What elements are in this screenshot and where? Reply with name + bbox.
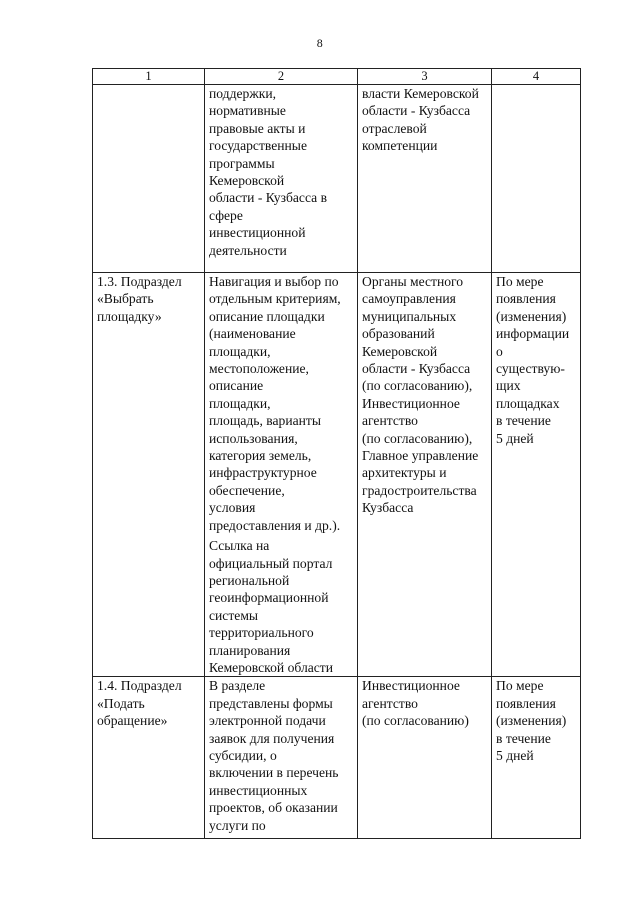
cell-text-line: площадках [496,395,560,411]
cell-section [93,85,205,273]
cell-text-line: образований [362,326,435,342]
table-row [93,85,581,273]
cell-responsible [358,85,492,273]
cell-text-line: региональной [209,572,290,588]
cell-responsible [358,677,492,839]
cell-text-line: в течение [496,730,551,746]
cell-text-line: планирования [209,642,291,658]
cell-text-line: площадки, [209,395,271,411]
cell-text-line: проектов, об оказании [209,800,338,816]
cell-text-line: Кемеровской области [209,659,334,675]
cell-text-line: Кемеровской [362,343,438,359]
cell-text-line: области - Кузбасса [362,361,471,377]
column-header-1: 1 [93,69,205,85]
cell-text-line: компетенции [362,138,438,154]
column-header-3: 3 [358,69,492,85]
table-row [93,273,581,677]
cell-text-line: официальный портал [209,555,333,571]
cell-text-line: предоставления и др.). [209,517,341,533]
page-number: 8 [316,36,324,50]
cell-text-line: Инвестиционное [362,395,460,411]
cell-text-line: площадки, [209,343,271,359]
cell-text-line: использования, [209,430,298,446]
cell-text-line: территориального [209,625,314,641]
cell-text-line: (по согласованию), [362,378,473,394]
cell-text-line: появления [496,291,556,307]
cell-text-line: площадь, варианты [209,413,321,429]
cell-text-line: «Подать [97,695,145,711]
cell-text-line: информации [496,326,570,342]
column-header-4: 4 [492,69,581,85]
table-row [93,677,581,839]
cell-deadline [492,677,581,839]
cell-text-line: электронной подачи [209,713,326,729]
cell-text-line: (по согласованию), [362,430,473,446]
cell-text-line: инвестиционных [209,782,308,798]
cell-text-line: условия [209,500,256,516]
column-header-2: 2 [205,69,358,85]
cell-text-line: Инвестиционное [362,678,460,694]
cell-text-line: щих [496,378,521,394]
cell-text-line: (наименование [209,326,296,342]
cell-text-line: категория земель, [209,448,312,464]
cell-text-line: местоположение, [209,361,309,377]
cell-text-line: муниципальных [362,308,457,324]
cell-text-line: 1.3. Подраздел [97,274,182,289]
cell-text-line: Кемеровской [209,173,285,189]
cell-text-line: По мере [496,678,544,694]
cell-text-line: площадку» [97,308,162,324]
cell-text-line: включении в перечень [209,765,339,781]
cell-text-line: о [496,343,503,359]
cell-text-line: геоинформационной [209,590,329,606]
cell-text-line: нормативные [209,103,286,119]
cell-text-line: «Выбрать [97,291,154,307]
cell-text-line: Органы местного [362,274,464,289]
cell-text-line: описание площадки [209,308,325,324]
cell-text-line: власти Кемеровской [362,86,479,101]
cell-text-line: государственные [209,138,307,154]
cell-text-line: обеспечение, [209,482,285,498]
cell-text-line: существую- [496,361,565,377]
cell-text-line: (изменения) [496,308,567,324]
cell-text-line: области - Кузбасса [362,103,471,119]
cell-deadline [492,273,581,677]
cell-section [93,677,205,839]
cell-text-line: (изменения) [496,713,567,729]
cell-text-line: 5 дней [496,747,534,763]
cell-text-line: 5 дней [496,430,534,446]
cell-text-line: агентство [362,413,418,429]
cell-text-line: Главное управление [362,448,479,464]
cell-text-line: отдельным критериям, [209,291,341,307]
cell-text-line: Кузбасса [362,500,414,516]
cell-description [205,85,358,273]
cell-text-line: агентство [362,695,418,711]
cell-text-line: представлены формы [209,695,333,711]
cell-text-line: услуги по [209,817,266,833]
cell-text-line: сфере [209,207,243,223]
table-header-row [93,69,581,85]
cell-text-line: (по согласованию) [362,713,469,729]
cell-text-line: области - Кузбасса в [209,190,328,206]
cell-description [205,677,358,839]
cell-text-line: В разделе [209,678,266,694]
cell-text-line: самоуправления [362,291,456,307]
cell-text-line: отраслевой [362,120,427,136]
cell-text-line: архитектуры и [362,465,447,481]
cell-section [93,273,205,677]
cell-description [205,273,358,677]
cell-text-line: в течение [496,413,551,429]
cell-text-line: субсидии, о [209,747,277,763]
cell-text-line: программы [209,155,275,171]
cell-deadline [492,85,581,273]
cell-text-line: правовые акты и [209,120,306,136]
cell-text-line: деятельности [209,242,287,258]
cell-text-line: системы [209,607,259,623]
cell-text-line: градостроительства [362,482,477,498]
cell-text-line: По мере [496,274,544,289]
document-table [92,68,581,839]
cell-text-line: заявок для получения [209,730,335,746]
cell-responsible [358,273,492,677]
cell-text-line: поддержки, [209,86,277,101]
cell-text-line: инфраструктурное [209,465,317,481]
cell-text-line: Ссылка на [209,538,270,554]
cell-text-line: описание [209,378,264,394]
cell-text-line: инвестиционной [209,225,306,241]
cell-text-line: появления [496,695,556,711]
cell-text-line: Навигация и выбор по [209,274,339,289]
cell-text-line: обращение» [97,713,168,729]
cell-text-line: 1.4. Подраздел [97,678,182,694]
